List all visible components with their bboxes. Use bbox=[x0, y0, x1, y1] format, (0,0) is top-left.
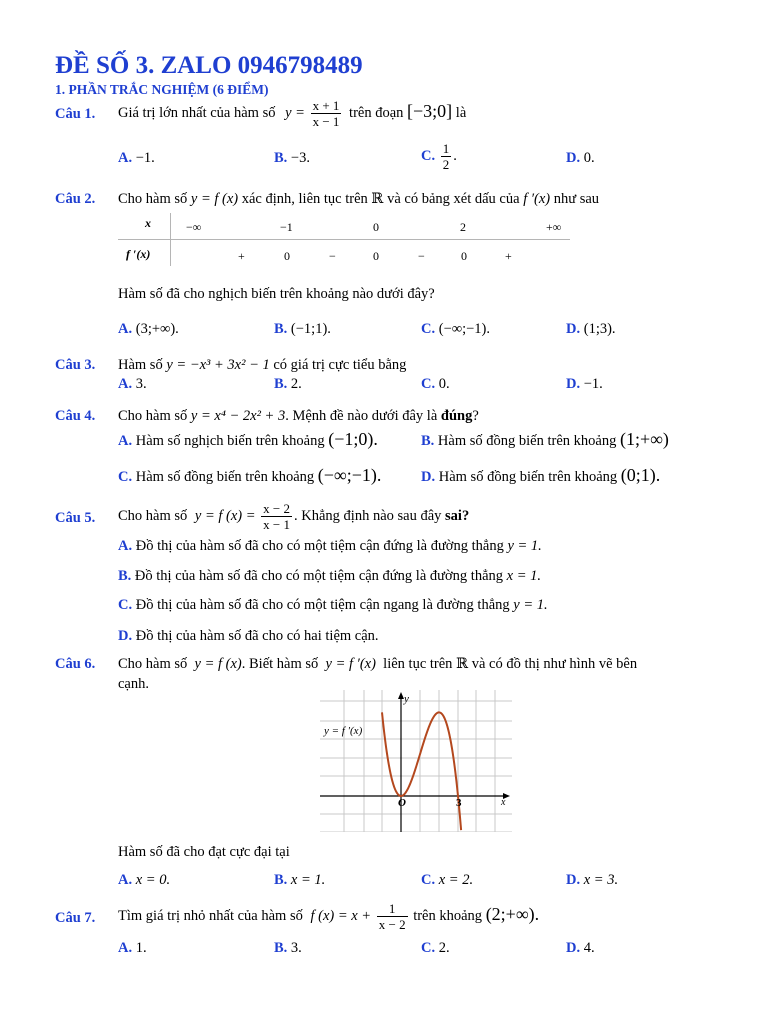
question-2-text-mid2: và có bảng xét dấu của bbox=[387, 191, 520, 207]
question-3-label: Câu 3. bbox=[55, 357, 96, 373]
question-2-text-end: như sau bbox=[553, 191, 600, 207]
option-interval: (−1;0). bbox=[328, 429, 378, 449]
section-heading: 1. PHẦN TRẮC NGHIỆM (6 ĐIỂM) bbox=[55, 82, 269, 97]
question-1-interval: [−3;0] bbox=[407, 100, 453, 121]
option-letter: C. bbox=[118, 469, 133, 485]
question-5-stem bbox=[118, 501, 469, 532]
graph-grid bbox=[320, 690, 512, 832]
question-3-stem bbox=[118, 357, 406, 374]
question-1-text-end: là bbox=[455, 104, 467, 121]
question-4-option-c[interactable] bbox=[118, 465, 381, 486]
derivative-curve bbox=[382, 712, 461, 830]
option-fraction bbox=[441, 141, 452, 172]
question-2-derivative: f ′(x) bbox=[523, 191, 551, 207]
question-5-text: Cho hàm số bbox=[118, 507, 188, 524]
question-6-text-mid2: liên tục trên bbox=[383, 656, 453, 672]
option-letter: A. bbox=[118, 150, 133, 166]
option-letter: D. bbox=[566, 376, 581, 392]
question-4-stem bbox=[118, 408, 479, 425]
option-letter: A. bbox=[118, 433, 133, 449]
question-2-text-mid: xác định, liên tục trên bbox=[241, 191, 368, 207]
question-7-label: Câu 7. bbox=[55, 910, 96, 926]
table-cell: − bbox=[329, 249, 336, 263]
option-letter: A. bbox=[118, 376, 133, 392]
option-text: 4. bbox=[583, 940, 595, 956]
option-text: x = 0. bbox=[135, 872, 171, 888]
question-5-text-mid: . Khẳng định nào sau đây bbox=[294, 507, 442, 524]
table-divider bbox=[118, 239, 570, 240]
option-text: Đồ thị của hàm số đã cho có một tiệm cận đứng là đường thẳng bbox=[135, 538, 504, 554]
question-6-option-a[interactable] bbox=[118, 872, 170, 889]
question-2-stem bbox=[118, 191, 599, 208]
option-letter: C. bbox=[421, 321, 436, 337]
option-text: Đồ thị của hàm số đã cho có một tiệm cận ngang là đường thẳng bbox=[135, 597, 510, 613]
option-text: . bbox=[453, 147, 457, 164]
option-text: 3. bbox=[290, 940, 302, 956]
question-4-text: Cho hàm số bbox=[118, 408, 188, 424]
option-equation: y = 1. bbox=[507, 538, 542, 554]
question-4-text-end: ? bbox=[472, 408, 479, 424]
question-2-option-d[interactable] bbox=[566, 321, 616, 338]
question-2-option-b[interactable] bbox=[274, 321, 331, 338]
option-text: (3;+∞). bbox=[135, 321, 179, 337]
option-letter: D. bbox=[118, 628, 133, 644]
table-cell: −∞ bbox=[186, 220, 202, 234]
option-equation: x = 1. bbox=[506, 568, 541, 584]
option-letter: A. bbox=[118, 321, 133, 337]
question-1-stem bbox=[118, 98, 466, 129]
option-letter: B. bbox=[274, 321, 288, 337]
option-letter: C. bbox=[421, 376, 436, 392]
question-4-function: y = x⁴ − 2x² + 3 bbox=[190, 408, 286, 424]
real-numbers-symbol: ℝ bbox=[371, 191, 384, 207]
fraction-numerator: 1 bbox=[377, 901, 408, 917]
option-text: (−1;1). bbox=[290, 321, 331, 337]
table-cell: 0 bbox=[373, 249, 379, 263]
fraction-numerator: x + 1 bbox=[312, 98, 340, 113]
option-text: 2. bbox=[438, 940, 450, 956]
document-title: ĐỀ SỐ 3. ZALO 0946798489 bbox=[55, 52, 363, 79]
option-text: Hàm số đồng biến trên khoảng bbox=[437, 433, 617, 449]
option-text: Đồ thị của hàm số đã cho có một tiệm cận đứng là đường thẳng bbox=[134, 568, 504, 584]
question-7-fraction bbox=[377, 901, 408, 932]
question-4-label: Câu 4. bbox=[55, 408, 96, 424]
question-7-function-lhs: f (x) = x + bbox=[310, 907, 372, 924]
question-6-stem-continued: cạnh. bbox=[118, 676, 149, 692]
question-2-option-a[interactable] bbox=[118, 321, 179, 338]
question-4-option-d[interactable] bbox=[421, 465, 660, 486]
option-text: −1. bbox=[135, 150, 155, 166]
sign-table bbox=[118, 213, 570, 266]
question-5-option-d[interactable] bbox=[118, 628, 379, 645]
question-1-option-b[interactable] bbox=[274, 150, 310, 167]
option-letter: D. bbox=[566, 940, 581, 956]
table-cell: +∞ bbox=[546, 220, 562, 234]
option-text: Hàm số đồng biến trên khoảng bbox=[135, 469, 315, 485]
question-1-text: Giá trị lớn nhất của hàm số bbox=[118, 104, 276, 121]
question-4-text-mid: . Mệnh đề nào dưới đây là bbox=[285, 408, 438, 424]
y-axis-label: y bbox=[404, 693, 409, 705]
question-5-option-a[interactable] bbox=[118, 538, 542, 555]
x-tick-label: 3 bbox=[456, 797, 462, 809]
question-7-text-mid: trên khoảng bbox=[413, 907, 483, 924]
fraction-numerator: x − 2 bbox=[263, 501, 291, 516]
question-7-option-c[interactable] bbox=[421, 940, 450, 957]
question-2-prompt: Hàm số đã cho nghịch biến trên khoảng nào dưới đây? bbox=[118, 286, 435, 302]
option-interval: (−∞;−1). bbox=[317, 465, 382, 485]
option-text: x = 3. bbox=[583, 872, 619, 888]
derivative-graph bbox=[320, 690, 512, 832]
origin-label: O bbox=[398, 797, 406, 809]
option-interval: (0;1). bbox=[620, 465, 661, 485]
table-cell: + bbox=[505, 249, 512, 263]
option-text: Đồ thị của hàm số đã cho có hai tiệm cận. bbox=[135, 628, 379, 644]
table-cell: 0 bbox=[373, 220, 379, 234]
question-7-option-d[interactable] bbox=[566, 940, 595, 957]
question-1-option-c[interactable] bbox=[421, 141, 457, 172]
question-6-label: Câu 6. bbox=[55, 656, 96, 672]
question-2-label: Câu 2. bbox=[55, 191, 96, 207]
fraction-denominator: x − 1 bbox=[312, 114, 340, 129]
question-5-fraction bbox=[261, 501, 292, 532]
option-text: 1. bbox=[135, 940, 147, 956]
option-text: 3. bbox=[135, 376, 147, 392]
fraction-denominator: x − 2 bbox=[378, 917, 406, 932]
table-cell: − bbox=[418, 249, 425, 263]
option-letter: C. bbox=[421, 872, 436, 888]
fraction-denominator: x − 1 bbox=[263, 517, 291, 532]
fraction-numerator: 1 bbox=[442, 141, 450, 156]
table-row-head-x: x bbox=[145, 216, 151, 230]
question-5-label: Câu 5. bbox=[55, 510, 96, 526]
option-text: 0. bbox=[438, 376, 450, 392]
option-letter: A. bbox=[118, 538, 133, 554]
option-text: (1;3). bbox=[583, 321, 616, 337]
option-letter: B. bbox=[118, 568, 132, 584]
option-text: x = 2. bbox=[438, 872, 474, 888]
question-5-function-lhs: y = f (x) = bbox=[194, 507, 256, 524]
question-3-option-b[interactable] bbox=[274, 376, 302, 393]
option-letter: D. bbox=[566, 872, 581, 888]
question-6-text: Cho hàm số bbox=[118, 656, 188, 672]
option-letter: B. bbox=[274, 940, 288, 956]
option-letter: B. bbox=[274, 150, 288, 166]
option-text: Hàm số đồng biến trên khoảng bbox=[438, 469, 618, 485]
question-1-text-mid: trên đoạn bbox=[349, 104, 404, 121]
question-6-option-d[interactable] bbox=[566, 872, 618, 889]
question-5-emphasis: sai? bbox=[445, 507, 470, 524]
question-5-option-b[interactable] bbox=[118, 568, 541, 585]
option-letter: C. bbox=[118, 597, 133, 613]
question-7-stem bbox=[118, 901, 539, 932]
fraction-denominator: 2 bbox=[442, 157, 450, 172]
x-axis-label: x bbox=[501, 797, 506, 808]
option-text: x = 1. bbox=[290, 872, 326, 888]
question-3-text: Hàm số bbox=[118, 357, 163, 373]
option-text: −3. bbox=[290, 150, 310, 166]
question-6-prompt: Hàm số đã cho đạt cực đại tại bbox=[118, 844, 290, 860]
question-6-option-c[interactable] bbox=[421, 872, 473, 889]
question-7-option-b[interactable] bbox=[274, 940, 302, 957]
option-interval: (1;+∞) bbox=[619, 429, 669, 449]
question-2-text: Cho hàm số bbox=[118, 191, 188, 207]
question-3-option-d[interactable] bbox=[566, 376, 603, 393]
option-text: 0. bbox=[583, 150, 595, 166]
question-4-option-a[interactable] bbox=[118, 429, 378, 450]
table-cell: 0 bbox=[284, 249, 290, 263]
curve-label: y = f ′(x) bbox=[324, 725, 363, 737]
question-6-stem bbox=[118, 656, 713, 673]
option-letter: A. bbox=[118, 940, 133, 956]
table-cell: 0 bbox=[461, 249, 467, 263]
option-equation: y = 1. bbox=[513, 597, 548, 613]
option-letter: B. bbox=[274, 872, 288, 888]
question-3-option-a[interactable] bbox=[118, 376, 147, 393]
question-4-emphasis: đúng bbox=[440, 408, 473, 424]
table-cell: 2 bbox=[460, 220, 466, 234]
option-letter: D. bbox=[566, 150, 581, 166]
option-letter: C. bbox=[421, 147, 436, 164]
option-letter: D. bbox=[421, 469, 436, 485]
question-6-text-mid: . Biết hàm số bbox=[241, 656, 319, 672]
question-5-option-c[interactable] bbox=[118, 597, 548, 614]
option-letter: D. bbox=[566, 321, 581, 337]
question-6-function: y = f (x) bbox=[194, 656, 242, 672]
question-1-option-d[interactable] bbox=[566, 150, 595, 167]
table-divider bbox=[170, 213, 171, 266]
question-2-function: y = f (x) bbox=[190, 191, 239, 207]
real-numbers-symbol: ℝ bbox=[456, 656, 469, 672]
option-text: (−∞;−1). bbox=[438, 321, 490, 337]
question-7-option-a[interactable] bbox=[118, 940, 147, 957]
option-letter: C. bbox=[421, 940, 436, 956]
question-2-option-c[interactable] bbox=[421, 321, 490, 338]
question-6-option-b[interactable] bbox=[274, 872, 325, 889]
question-1-function-lhs: y = bbox=[285, 104, 305, 121]
table-row-head-fprime: f ′(x) bbox=[126, 247, 151, 261]
question-7-text: Tìm giá trị nhỏ nhất của hàm số bbox=[118, 907, 303, 924]
option-text: −1. bbox=[583, 376, 603, 392]
question-1-fraction bbox=[311, 98, 342, 129]
question-1-label: Câu 1. bbox=[55, 106, 96, 122]
question-3-function: y = −x³ + 3x² − 1 bbox=[166, 357, 270, 373]
question-6-text-mid3: và có đồ thị như hình vẽ bên bbox=[471, 656, 638, 672]
option-letter: B. bbox=[421, 433, 435, 449]
question-7-interval: (2;+∞). bbox=[485, 903, 540, 924]
question-1-option-a[interactable] bbox=[118, 150, 155, 167]
option-letter: A. bbox=[118, 872, 133, 888]
question-4-option-b[interactable] bbox=[421, 429, 669, 450]
question-3-text-end: có giá trị cực tiểu bằng bbox=[273, 357, 407, 373]
option-text: 2. bbox=[290, 376, 302, 392]
table-cell: −1 bbox=[280, 220, 293, 234]
option-text: Hàm số nghịch biến trên khoảng bbox=[135, 433, 325, 449]
question-6-derivative: y = f ′(x) bbox=[325, 656, 376, 672]
question-3-option-c[interactable] bbox=[421, 376, 450, 393]
table-cell: + bbox=[238, 249, 245, 263]
option-letter: B. bbox=[274, 376, 288, 392]
